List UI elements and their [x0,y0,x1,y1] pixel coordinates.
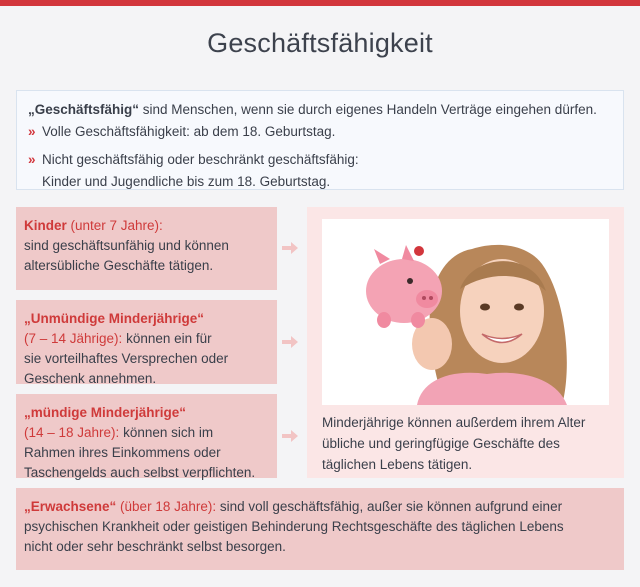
group-text-line1: können ein für [122,331,212,346]
group-name: „mündige Minderjährige“ [24,405,187,420]
bullet-mark-icon: » [28,124,36,139]
adult-text-line2: psychischen Krankheit oder geistigen Behinderung Rechtsgeschäfte des täglichen Lebens [24,519,564,534]
group-name: „Unmündige Minderjährige“ [24,311,205,326]
group-age: (unter 7 Jahre): [66,218,163,233]
group-box-kinder [16,207,277,290]
bullet-text-line2: Kinder und Jugendliche bis zum 18. Geburtstag. [42,174,331,189]
group-text-line2: altersübliche Geschäfte tätigen. [24,258,214,273]
bullet-text-line1: Nicht geschäftsfähig oder beschränkt geschäftsfähig: [42,152,359,167]
girl-with-piggy-bank-illustration [322,219,609,405]
intro-bullet-limited-capacity [28,149,613,193]
group-age: (über 18 Jahre): [116,499,217,514]
intro-bullet-full-capacity [28,121,613,143]
photo-caption [322,412,612,475]
page-title: Geschäftsfähigkeit [207,28,433,58]
adult-text-line3: nicht oder sehr beschränkt selbst besorgen. [24,539,286,554]
group-box-unmuendige [16,300,277,384]
group-age: (7 – 14 Jährige): [24,331,123,346]
adult-text-line1: sind voll geschäftsfähig, außer sie können aufgrund einer [216,499,563,514]
intro-term: „Geschäftsfähig“ [28,102,140,117]
group-name: „Erwachsene“ [24,499,117,514]
intro-box [16,90,624,190]
group-text-line2: Rahmen ihres Einkommens oder [24,445,221,460]
group-text-line1: können sich im [119,425,214,440]
group-box-muendige [16,394,277,478]
top-accent-bar [0,0,640,6]
girl-with-piggy-bank-image [322,219,609,405]
caption-line1: Minderjährige können außerdem ihrem Alter [322,415,586,430]
arrow-right-icon [282,429,298,443]
bullet-mark-icon: » [28,152,36,167]
group-age: (14 – 18 Jahre): [24,425,120,440]
group-text-line1: sind geschäftsunfähig und können [24,238,229,253]
caption-line3: täglichen Lebens tätigen. [322,457,473,472]
arrow-right-icon [282,241,298,255]
group-text-line3: Taschengelds auch selbst verpflichten. [24,465,256,480]
intro-definition [28,99,613,121]
intro-definition-text: sind Menschen, wenn sie durch eigenes Handeln Verträge eingehen dürfen. [139,102,597,117]
group-text-line3: Geschenk annehmen. [24,371,157,386]
group-name: Kinder [24,218,67,233]
photo-panel [307,207,624,478]
group-text-line2: sie vorteilhaftes Versprechen oder [24,351,229,366]
arrow-right-icon [282,335,298,349]
bullet-text: Volle Geschäftsfähigkeit: ab dem 18. Geburtstag. [42,124,336,139]
caption-line2: übliche und geringfügige Geschäfte des [322,436,560,451]
group-box-erwachsene [16,488,624,570]
